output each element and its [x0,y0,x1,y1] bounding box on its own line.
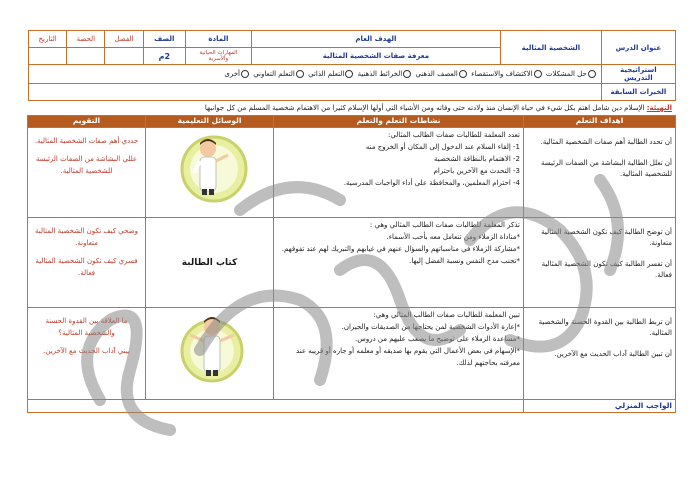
goal-item: أن تربط الطالبة بين القدوة الحسنة والشخصية المثالية. [538,318,672,337]
aids-cell: كتاب الطالبة [146,218,274,308]
strategy-option[interactable]: الخرائط الذهنية [358,70,414,78]
activities-cell [274,128,524,218]
activity-line: تعدد المعلمة للطالبات صفات الطالب المثالي: [387,131,520,139]
activity-line: *مناداة الزملاء ومن تتعامل معه بأحب الأسماء. [386,233,520,241]
activities-cell [274,218,524,308]
grade-label: الصف [143,31,185,48]
activity-line: تبين المعلمة للطالبات صفات الطالب المثالي وهي: [373,311,520,319]
strategy-option[interactable]: التعلم الذاتي [308,70,355,78]
radio-icon [296,70,304,78]
evaluation-cell [28,308,146,400]
radio-icon [459,70,467,78]
general-goal-label: الهدف العام [251,31,500,48]
period-value [67,48,105,65]
evaluation-item: فسري كيف تكون الشخصية المثالية فعالة. [35,257,138,277]
class-label: الفصل [105,31,143,48]
activity-line: 3- التحدث مع الآخرين باحترام [433,167,520,175]
goal-item: أن تعلل الطالبة البشاشة من الصفات الرئيسة للشخصية المثالية. [540,159,672,178]
activities-cell [274,308,524,400]
evaluation-cell [28,218,146,308]
table-row [28,128,676,218]
col-activities: نشاطات التعلم والتعلم [274,116,524,128]
goals-cell [524,308,676,400]
goals-cell [524,128,676,218]
table-row [28,308,676,400]
student-illustration [149,309,270,389]
strategy-option[interactable]: العصف الذهني [415,70,468,78]
goal-item: أن تفسر الطالبة كيف تكون الشخصية المثالية فعالة. [541,260,672,279]
col-goals: اهداف التعلم [524,116,676,128]
strategy-option[interactable]: حل المشكلات [546,70,598,78]
date-value [29,48,67,65]
intro-label: التهيئة: [646,104,672,112]
activity-line: 1- إلقاء السلام عند الدخول إلى المكان أو الخروج منه [365,143,520,151]
activity-line: 2- الاهتمام بالنظافة الشخصية [433,155,520,163]
strategy-option[interactable]: الاكتشاف والاستقصاء [471,70,544,78]
goal-item: أن تبين الطالبة آداب الحديث مع الآخرين. [554,350,672,358]
intro-text: الإسلام دين شامل اهتم بكل شيء في حياة الإنسان منذ ولادته حتى وفاته ومن الأشياء التي أولها الإسلام كثيرا من الاهتمام شخصية المسلم من كل جوانبها [204,104,645,112]
lesson-plan [28,30,676,420]
goal-item: أن توضح الطالبة كيف تكون الشخصية المثالية متعاونة. [541,228,672,247]
activity-line: تذكر المعلمة للطالبات صفات الطالب المثالي وهي : [369,221,520,229]
col-aids: الوسائل التعليمية [146,116,274,128]
strategy-label: استراتيجية التدريس [601,65,675,84]
activity-line: *تجنب مدح النفس ونسبة الفضل إليها. [409,257,520,265]
class-value [105,48,143,65]
table-row [28,218,676,308]
homework-value [28,400,524,413]
radio-icon [345,70,353,78]
prior-knowledge-value [29,84,602,101]
radio-icon [403,70,411,78]
strategy-list [29,65,602,84]
lesson-title-label: عنوان الدرس [601,31,675,65]
evaluation-item: ما العلاقة بين القدوة الحسنة والشخصية المثالية؟ [45,317,128,337]
lesson-title: الشخصية المثالية [501,31,602,65]
aids-cell [146,128,274,218]
goal-item: أن تحدد الطالبة أهم صفات الشخصية المثالية. [540,138,672,146]
general-goal: معرفة صفات الشخصية المثالية [251,48,500,65]
radio-icon [534,70,542,78]
subject-label: المادة [186,31,252,48]
subject-value: المهارات الحياتية والأسرية [186,48,252,65]
strategy-option[interactable]: التعلم التعاوني [253,70,306,78]
activity-line: *الإسهام في بعض الأعمال التي يقوم بها صديقه أو معلمه أو جاره أو قريبه عند معرفته بحاجتهم لذلك. [296,347,520,367]
radio-icon [588,70,596,78]
strategy-option[interactable]: أخرى [224,70,251,78]
evaluation-item: عللي البشاشة من الصفات الرئيسة للشخصية المثالية. [35,155,138,175]
aids-cell [146,308,274,400]
activity-line: *مساعدة الزملاء على توضيح ما يصعب عليهم من دروس. [355,335,520,343]
activity-line: *مشاركة الزملاء في مناسباتهم والسؤال عنهم في غيابهم والتبريك لهم عند تفوقهم. [281,245,520,253]
grade-value: 2م [143,48,185,65]
period-label: الحصة [67,31,105,48]
homework-label: الواجب المنزلي [524,400,676,413]
intro [28,101,676,115]
date-label: التاريخ [29,31,67,48]
student-illustration [149,129,270,209]
evaluation-cell [28,128,146,218]
prior-knowledge-label: الخبرات السابقة [601,84,675,101]
activity-line: 4- احترام المعلمين، والمحافظة على أداء الواجبات المدرسية. [343,179,520,187]
goals-cell [524,218,676,308]
evaluation-item: وضحي كيف تكون الشخصية المثالية متعاونة. [35,227,138,247]
evaluation-item: حددي أهم صفات الشخصية المثالية. [34,137,139,145]
header-table [28,30,676,101]
radio-icon [241,70,249,78]
main-table [27,115,676,413]
col-evaluation: التقويم [28,116,146,128]
activity-line: *إعارة الأدوات الشخصية لمن يحتاجها من الصديقات والجيران. [341,323,520,331]
evaluation-item: بيني آداب الحديث مع الآخرين. [43,347,130,355]
